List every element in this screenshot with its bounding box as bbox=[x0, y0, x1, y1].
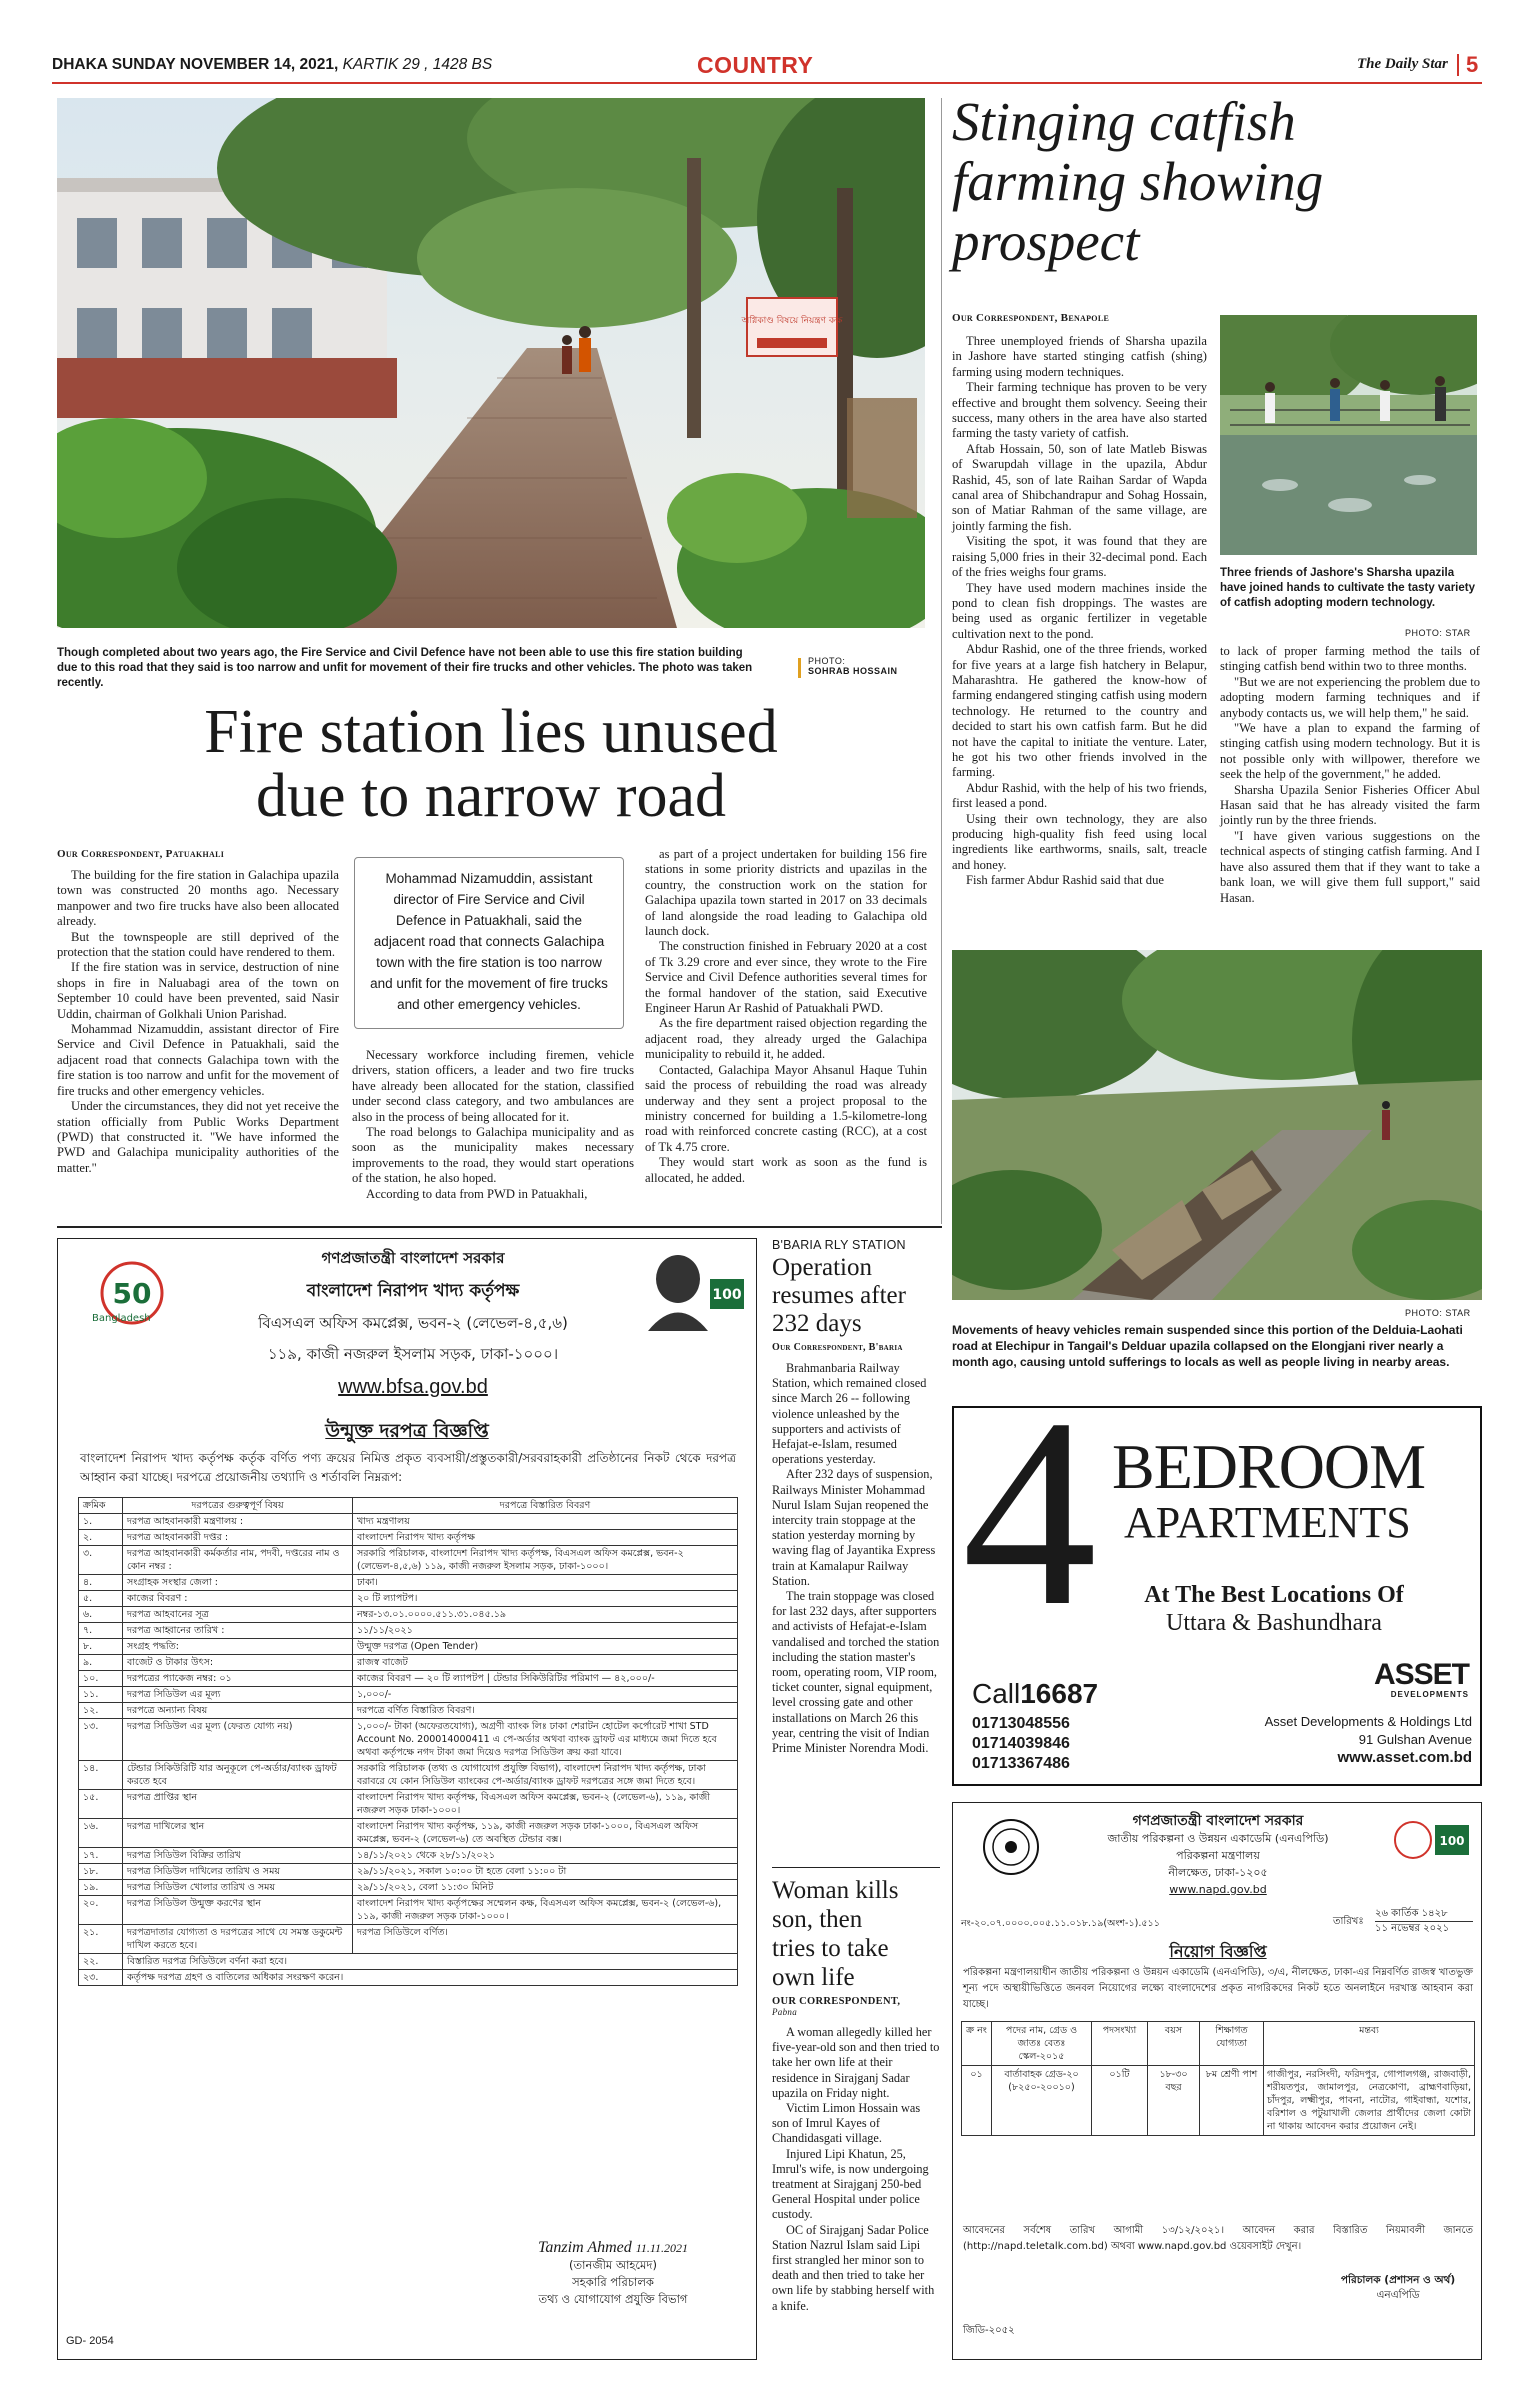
table-row bbox=[79, 1703, 738, 1719]
bfsa-signer-title: সহকারি পরিচালক bbox=[572, 2275, 654, 2289]
fire-photo-caption: Though completed about two years ago, the Fire Service and Civil Defence have not been able to use this fire station building due to this road that they said is too narrow and unfit for movement of their fire trucks and other vehicles. The photo was taken recently. bbox=[57, 647, 753, 689]
ad-big-digit: 4 bbox=[962, 1363, 1097, 1662]
table-cell: বাজেট ও টাকার উৎস: bbox=[123, 1655, 353, 1671]
table-cell: দরপত্রের প্যাকেজ নম্বর: ০১ bbox=[123, 1671, 353, 1687]
napd-signer-org: এনএপিডি bbox=[1376, 2289, 1420, 2301]
table-cell: ১৭. bbox=[79, 1848, 123, 1864]
napd-website[interactable]: www.napd.gov.bd bbox=[1169, 1883, 1267, 1896]
table-cell: বিস্তারিত দরপত্র সিডিউলে বর্ণনা করা হবে। bbox=[123, 1954, 738, 1970]
table-cell: বাংলাদেশ নিরাপদ খাদ্য কর্তৃপক্ষের সম্মেলন কক্ষ, বিএসএল অফিস কমপ্লেক্স, ভবন-২ (লেভেল-৬), ১১৯, কাজী নজরুল সড়ক ঢাকা-১০০০। bbox=[353, 1896, 738, 1925]
ad-phone-list bbox=[972, 1714, 1070, 1774]
svg-text:100: 100 bbox=[712, 1287, 742, 1303]
rail-story bbox=[772, 1238, 940, 1756]
table-cell: কর্তৃপক্ষ দরপত্র গ্রহণ ও বাতিলের অধিকার সংরক্ষণ করেন। bbox=[123, 1970, 738, 1986]
ad-call-number[interactable]: 16687 bbox=[1020, 1678, 1099, 1709]
catfish-photo-caption: Three friends of Jashore's Sharsha upazila have joined hands to cultivate the tasty variety of catfish adopting modern technology. bbox=[1220, 567, 1475, 609]
fire-col1-para: Mohammad Nizamuddin, assistant director of Fire Service and Civil Defence in Patuakhali, said the adjacent road that connects Galachipa town with the fire station is too narrow and unfit for the movement of fire trucks and other emergency vehicles. bbox=[57, 1022, 339, 1098]
table-cell: দরপত্র আহ্বানের তারিখ : bbox=[123, 1623, 353, 1639]
table-cell: খাদ্য মন্ত্রণালয় bbox=[353, 1514, 738, 1530]
table-cell: ২৩. bbox=[79, 1970, 123, 1986]
table-cell: গাজীপুর, নরসিংদী, ফরিদপুর, গোপালগঞ্জ, রাজবাড়ী, শরীয়তপুর, জামালপুর, নেত্রকোণা, ব্রাহ্মণবাড়িয়া, চাঁদপুর, লক্ষ্মীপুর, পাবনা, নাটোর, গাইবান্ধা, যশোর, বরিশাল ও পটুয়াখালী জেলার প্রার্থীদের জেলা কোটা না থাকায় আবেদন করার প্রয়োজন নেই। bbox=[1264, 2066, 1475, 2136]
road-photo-credit: PHOTO: STAR bbox=[1405, 1308, 1471, 1318]
table-header-cell: দরপত্রে বিস্তারিত বিবরণ bbox=[353, 1498, 738, 1514]
table-cell: ৩. bbox=[79, 1546, 123, 1575]
catfish-col2-para: to lack of proper farming method the tails of stinging catfish bend within two to three months. bbox=[1220, 644, 1480, 674]
woman-headline-line4: own life bbox=[772, 1964, 855, 1991]
table-row bbox=[79, 1623, 738, 1639]
table-cell: ঢাকা। bbox=[353, 1575, 738, 1591]
fire-col3-para: As the fire department raised objection regarding the adjacent road, they already urged the Galachipa municipality to rebuild it, he added. bbox=[645, 1016, 927, 1062]
table-cell: ৮. bbox=[79, 1639, 123, 1655]
table-header-cell: পদের নাম, গ্রেড ও জাতঃ বেতঃ স্কেল-২০১৫ bbox=[992, 2022, 1092, 2066]
napd-jobs-table bbox=[961, 2021, 1475, 2136]
ad-call bbox=[972, 1678, 1098, 1710]
table-cell: ৬. bbox=[79, 1607, 123, 1623]
table-cell: ৫. bbox=[79, 1591, 123, 1607]
catfish-photo-credit: PHOTO: STAR bbox=[1405, 628, 1471, 638]
table-cell: সরকারি পরিচালক (তথ্য ও যোগাযোগ প্রযুক্তি বিভাগ), বাংলাদেশ নিরাপদ খাদ্য কর্তৃপক্ষ, ঢাকা বরাবরে যে কোন সিডিউল ব্যাংকের পে-অর্ডার/ব্যাংক ড্রাফট দরপত্রের সঙ্গে জমা দিতে হবে। bbox=[353, 1761, 738, 1790]
table-cell: উন্মুক্ত দরপত্র (Open Tender) bbox=[353, 1639, 738, 1655]
woman-byline bbox=[772, 1996, 940, 2017]
signature-name: Tanzim Ahmed bbox=[537, 2239, 632, 2256]
bfsa-header bbox=[198, 1247, 628, 1399]
road-collapse-illustration bbox=[952, 950, 1482, 1300]
woman-para: Victim Limon Hossain was son of Imrul Kayes of Chandidasgati village. bbox=[772, 2101, 921, 2146]
ad-line-bedroom: BEDROOM bbox=[1112, 1431, 1426, 1502]
ad-phone[interactable]: 01713048556 bbox=[972, 1715, 1070, 1732]
signature-date: 11.11.2021 bbox=[635, 2241, 688, 2255]
asset-logo bbox=[1339, 1660, 1469, 1699]
catfish-headline-line3: prospect bbox=[952, 211, 1140, 272]
woman-headline-line1: Woman kills bbox=[772, 1877, 899, 1904]
header-divider bbox=[1457, 54, 1459, 76]
catfish-col1-para: Fish farmer Abdur Rashid said that due bbox=[966, 873, 1164, 888]
table-row bbox=[79, 1925, 738, 1954]
rail-para: After 232 days of suspension, Railways Minister Mohammad Nurul Islam Sujan reopened the intercity train stoppage at the station yesterday morning by waving flag of Jayantika Express train at Kamalapur Railway Station. bbox=[772, 1467, 936, 1588]
catfish-headline-line2: farming showing bbox=[952, 151, 1324, 212]
fire-byline: Our Correspondent, Patuakhali bbox=[57, 848, 225, 860]
ad-line-areas: Uttara & Bashundhara bbox=[1166, 1610, 1382, 1636]
napd-date-bn: ২৬ কার্তিক ১৪২৮ bbox=[1375, 1907, 1473, 1922]
catfish-col1-para: They have used modern machines inside the pond to clean fish droppings. The wastes are being used as organic fertilizer in vegetable cultivation next to the pond. bbox=[952, 580, 1207, 641]
woman-story bbox=[772, 1876, 940, 2314]
catfish-article-col2 bbox=[1220, 644, 1480, 906]
catfish-article-col1 bbox=[952, 334, 1207, 889]
table-cell: বাংলাদেশ নিরাপদ খাদ্য কর্তৃপক্ষ, বিএসএল অফিস কমপ্লেক্স, ভবন-২ (লেভেল-৬), ১১৯, কাজী নজরুল সড়ক ঢাকা-১০০০। bbox=[353, 1790, 738, 1819]
table-cell: দরপত্রে অন্যান্য বিষয় bbox=[123, 1703, 353, 1719]
rail-body bbox=[772, 1361, 940, 1756]
asset-brand-sub: DEVELOPMENTS bbox=[1390, 1690, 1469, 1699]
dateline-bangla: KARTIK 29 , 1428 BS bbox=[342, 56, 493, 73]
bfsa-address: ১১৯, কাজী নজরুল ইসলাম সড়ক, ঢাকা-১০০০। bbox=[267, 1345, 559, 1363]
table-cell: সংগ্রাহক সংস্থার জেলা : bbox=[123, 1575, 353, 1591]
table-row bbox=[79, 1591, 738, 1607]
catfish-col1-para: Three unemployed friends of Sharsha upazila in Jashore have started stinging catfish (shing) farming using modern techniques. bbox=[952, 334, 1207, 379]
header-rule bbox=[52, 82, 1482, 84]
woman-para: Injured Lipi Khatun, 25, Imrul's wife, is now undergoing treatment at Sirajganj 250-bed General Hospital under police custody. bbox=[772, 2146, 929, 2222]
photo-sign-text: অগ্নিকাণ্ড বিষয়ে নিয়ন্ত্রণ কক্ষ bbox=[741, 316, 843, 326]
table-cell: ১১/১১/২০২১ bbox=[353, 1623, 738, 1639]
table-row bbox=[79, 1575, 738, 1591]
table-cell: ০১টি bbox=[1092, 2066, 1148, 2136]
rail-headline-line2: resumes after bbox=[772, 1282, 906, 1309]
napd-footer: আবেদনের সর্বশেষ তারিখ আগামী ১৩/১২/২০২১। আবেদন করার বিস্তারিত নিয়মাবলী জানতে (http://napd.teletalk.com.bd) অথবা www.napd.gov.bd ওয়েবসাইট দেখুন। bbox=[963, 2225, 1473, 2252]
napd-ministry: পরিকল্পনা মন্ত্রণালয় bbox=[1176, 1849, 1260, 1862]
table-row bbox=[79, 1607, 738, 1623]
table-cell: ১০. bbox=[79, 1671, 123, 1687]
catfish-col1-para: Visiting the spot, it was found that they are raising 5,000 fries in their 32-decimal pond. Each of the fries weighs four grams. bbox=[952, 534, 1207, 580]
table-cell: ২. bbox=[79, 1530, 123, 1546]
rail-byline: Our Correspondent, B'baria bbox=[772, 1342, 903, 1353]
fire-col1-para: But the townspeople are still deprived of the protection that the station could have rendered to them. bbox=[57, 929, 339, 960]
table-cell: দরপত্রে বর্ণিত বিস্তারিত বিবরণ। bbox=[353, 1703, 738, 1719]
table-cell: ১২. bbox=[79, 1703, 123, 1719]
section-rule bbox=[57, 1226, 942, 1228]
napd-memo: নং-২০.০৭.০০০০.০০৫.১১.০১৮.১৯(অংশ-১).৫১১ bbox=[961, 1918, 1160, 1929]
table-cell: টেন্ডার সিকিউরিটি যার অনুকূলে পে-অর্ডার/ব্যাংক ড্রাফট করতে হবে bbox=[123, 1761, 353, 1790]
napd-title: নিয়োগ বিজ্ঞপ্তি bbox=[1169, 1942, 1267, 1961]
table-cell: দরপত্র সিডিউল বিক্রির তারিখ bbox=[123, 1848, 353, 1864]
table-row bbox=[79, 1864, 738, 1880]
table-cell: সরকারি পরিচালক, বাংলাদেশ নিরাপদ খাদ্য কর্তৃপক্ষ, বিএসএল অফিস কমপ্লেক্স, ভবন-২ (লেভেল-৪,৫,৬) ১১৯, কাজী নজরুল ইসলাম সড়ক, ঢাকা-১০০০। bbox=[353, 1546, 738, 1575]
table-cell: ৭. bbox=[79, 1623, 123, 1639]
table-header-row bbox=[79, 1498, 738, 1514]
table-header-cell: ক্র নং bbox=[962, 2022, 992, 2066]
mujib-logo bbox=[72, 1251, 182, 1331]
table-cell: ২৯/১১/২০২১, বেলা ১১:৩০ মিনিট bbox=[353, 1880, 738, 1896]
table-header-cell: পদসংখ্যা bbox=[1092, 2022, 1148, 2066]
catfish-photo bbox=[1220, 315, 1477, 555]
table-header-cell: ক্রমিক bbox=[79, 1498, 123, 1514]
table-row bbox=[79, 1546, 738, 1575]
table-header-row bbox=[962, 2022, 1475, 2066]
fire-headline-line2: due to narrow road bbox=[256, 762, 726, 830]
table-row bbox=[79, 1896, 738, 1925]
woman-byline-label: OUR CORRESPONDENT, bbox=[772, 1996, 901, 2007]
catfish-col2-para: "I have given various suggestions on the technical aspects of stinging catfish farming. And I have also assured them that if they want to take a bank loan, we will give them full support," said Hasan. bbox=[1220, 828, 1480, 905]
ad-line-apartments: APARTMENTS bbox=[1124, 1498, 1411, 1547]
road-photo-caption: Movements of heavy vehicles remain suspended since this portion of the Delduia-Laohati road at Elechipur in Tangail's Delduar upazila collapsed on the Elongjani river nearly a month ago, causing untold sufferings to locals as well as people living in nearby areas. bbox=[952, 1323, 1463, 1369]
bfsa-tender-table bbox=[78, 1497, 738, 1986]
table-cell: দরপত্র দাখিলের স্থান bbox=[123, 1819, 353, 1848]
table-row bbox=[79, 1671, 738, 1687]
table-cell: সংগ্রহ পদ্ধতি: bbox=[123, 1639, 353, 1655]
fire-col2-para: According to data from PWD in Patuakhali, bbox=[366, 1186, 588, 1201]
fire-article-col2 bbox=[352, 1048, 634, 1202]
bfsa-table-wrap bbox=[78, 1497, 738, 1986]
napd-signer-title: পরিচালক (প্রশাসন ও অর্থ) bbox=[1340, 2274, 1456, 2286]
signature bbox=[488, 2239, 738, 2257]
napd-date-en: ১১ নভেম্বর ২০২১ bbox=[1375, 1923, 1450, 1934]
napd-date-label: তারিখঃ bbox=[1333, 1916, 1364, 1927]
ad-call-label: Call bbox=[972, 1678, 1021, 1709]
fire-article-col3 bbox=[645, 847, 927, 1186]
catfish-col1-para: Abdur Rashid, with the help of his two friends, first leased a pond. bbox=[952, 780, 1207, 811]
fire-photo-credit-label: PHOTO: bbox=[808, 656, 846, 666]
napd-logo-icon bbox=[1393, 1815, 1473, 1865]
napd-govt: গণপ্রজাতন্ত্রী বাংলাদেশ সরকার bbox=[1132, 1813, 1304, 1829]
catfish-col1-para: Abdur Rashid, one of the three friends, worked for five years at a large fish hatchery in Belapur, Maharashtra. He gathered the know-how of farming endangered stinging catfish using modern technology. He returned to the country and decided to start his own catfish farm. But he did not have the capital to initiate the venture. Later, he got his two other friends involved in the farming. bbox=[952, 642, 1207, 780]
napd-date bbox=[1333, 1907, 1473, 1936]
table-row bbox=[79, 1639, 738, 1655]
table-cell: ১. bbox=[79, 1514, 123, 1530]
table-header-cell: বয়স bbox=[1148, 2022, 1200, 2066]
woman-byline-place: Pabna bbox=[772, 2007, 797, 2017]
fire-photo-credit-name: SOHRAB HOSSAIN bbox=[808, 666, 898, 676]
svg-text:50: 50 bbox=[112, 1277, 152, 1310]
table-cell: ২২. bbox=[79, 1954, 123, 1970]
table-row bbox=[79, 1819, 738, 1848]
table-cell: ৮ম শ্রেণী পাশ bbox=[1200, 2066, 1264, 2136]
napd-recruitment-ad bbox=[952, 1802, 1482, 2360]
table-cell: বাংলাদেশ নিরাপদ খাদ্য কর্তৃপক্ষ bbox=[353, 1530, 738, 1546]
table-cell: দরপত্র সিডিউল উন্মুক্ত করণের স্থান bbox=[123, 1896, 353, 1925]
ad-phone[interactable]: 01714039846 bbox=[972, 1735, 1070, 1752]
govt-seal-icon bbox=[981, 1817, 1041, 1877]
rail-headline-line3: 232 days bbox=[772, 1310, 862, 1337]
table-header-cell: মন্তব্য bbox=[1264, 2022, 1475, 2066]
table-cell: ১৬. bbox=[79, 1819, 123, 1848]
table-row bbox=[79, 1880, 738, 1896]
table-cell: ৯. bbox=[79, 1655, 123, 1671]
page-header bbox=[52, 54, 1482, 78]
fire-col2-para: The road belongs to Galachipa municipality and as soon as the municipality makes necessary improvements to the road, they would start operations of the station, he also hoped. bbox=[352, 1125, 634, 1186]
napd-signer bbox=[1323, 2273, 1473, 2303]
bfsa-website[interactable]: www.bfsa.gov.bd bbox=[338, 1376, 488, 1398]
table-row bbox=[962, 2066, 1475, 2136]
catfish-col1-para: Using their own technology, they are also producing high-quality fish feed using local ingredients like earthworms, snails, salt, treacle and honey. bbox=[952, 811, 1207, 872]
ad-line-locations: At The Best Locations Of bbox=[1144, 1582, 1404, 1608]
fire-col2-para: Necessary workforce including firemen, vehicle drivers, station officers, a leader and two fire trucks have already been allocated for the station, classified under second class category, and two ambulances are also in the process of being allocated for it. bbox=[352, 1048, 634, 1124]
table-cell: ১৫. bbox=[79, 1790, 123, 1819]
table-header-cell: শিক্ষাগত যোগ্যতা bbox=[1200, 2022, 1264, 2066]
section-label: COUNTRY bbox=[697, 52, 814, 78]
rail-rule bbox=[772, 1867, 940, 1868]
bfsa-signature-block bbox=[488, 2239, 738, 2308]
table-cell: ১৮. bbox=[79, 1864, 123, 1880]
napd-header bbox=[1053, 1813, 1383, 1898]
portrait-icon bbox=[638, 1249, 748, 1331]
table-cell: ১৩. bbox=[79, 1719, 123, 1761]
table-cell: দরপত্রদাতার যোগ্যতা ও দরপত্রের সাথে যে সমস্ত ডকুমেন্ট দাখিল করতে হবে। bbox=[123, 1925, 353, 1954]
catfish-col2-para: Sharsha Upazila Senior Fisheries Officer Abul Hasan said that he has already visited the farm jointly run by the three friends. bbox=[1220, 782, 1480, 828]
government-seal-icon bbox=[981, 1817, 1041, 1877]
fire-pullquote bbox=[354, 857, 624, 1029]
catfish-byline: Our Correspondent, Benapole bbox=[952, 312, 1110, 324]
svg-text:Bangladesh: Bangladesh bbox=[92, 1313, 151, 1324]
table-cell: ১১. bbox=[79, 1687, 123, 1703]
table-row bbox=[79, 1761, 738, 1790]
fire-col3-para: Contacted, Galachipa Mayor Ahsanul Haque Tuhin said the process of rebuilding the road was already underway and they sent a project proposal to the ministry concerned for building a 1.5-kilometre-long road with reinforced concrete casting (RCC), at a cost of Tk 4.75 crore. bbox=[645, 1062, 927, 1154]
ad-phone[interactable]: 01713367486 bbox=[972, 1755, 1070, 1772]
bedroom-apartment-ad bbox=[952, 1363, 1482, 1786]
catfish-col1-para: Their farming technique has proven to be very effective and brought them solvency. Seeing their success, many others in the area have also started farming the tasty variety of catfish. bbox=[952, 380, 1207, 441]
napd-intro: পরিকল্পনা মন্ত্রণালয়াধীন জাতীয় পরিকল্পনা ও উন্নয়ন একাডেমি (এনএপিডি), ৩/এ, নীলক্ষেত, ঢাকা-এর নিম্নবর্ণিত রাজস্ব খাতভুক্ত শূন্য পদে অস্থায়ীভিত্তিতে জনবল নিয়োগের লক্ষ্যে বাংলাদেশের প্রকৃত নাগরিকদের নিকট হতে অনলাইনে দরখাস্ত আহবান করা যাচ্ছে। bbox=[963, 1967, 1473, 2010]
table-cell: ২০ টি ল্যাপটপ। bbox=[353, 1591, 738, 1607]
catfish-col2-para: "But we are not experiencing the problem due to adopting modern farming techniques and if anybody contacts us, we will help them," he said. bbox=[1220, 674, 1480, 720]
fire-headline-line1: Fire station lies unused bbox=[204, 698, 778, 766]
table-cell: দরপত্র সিডিউল খোলার তারিখ ও সময় bbox=[123, 1880, 353, 1896]
fire-station-photo bbox=[57, 98, 925, 628]
table-cell: দরপত্র আহবানকারী দপ্তর : bbox=[123, 1530, 353, 1546]
bfsa-govt: গণপ্রজাতন্ত্রী বাংলাদেশ সরকার bbox=[321, 1249, 505, 1267]
table-cell: বার্তাবাহক গ্রেড-২০ (৮২৫০-২০০১০) bbox=[992, 2066, 1092, 2136]
bangladesh-50-logo-icon bbox=[72, 1251, 182, 1331]
table-cell: ২৯/১১/২০২১, সকাল ১০:০০ টা হতে বেলা ১১:০০ টা bbox=[353, 1864, 738, 1880]
table-cell: ০১ bbox=[962, 2066, 992, 2136]
svg-text:100: 100 bbox=[1439, 1834, 1465, 1848]
table-cell: কাজের বিবরণ : bbox=[123, 1591, 353, 1607]
bfsa-office: বিএসএল অফিস কমপ্লেক্স, ভবন-২ (লেভেল-৪,৫,৬) bbox=[258, 1314, 568, 1332]
table-cell: রাজস্ব বাজেট bbox=[353, 1655, 738, 1671]
rail-para: Brahmanbaria Railway Station, which remained closed since March 26 -- following violence unleashed by the supporters and activists of Hefajat-e-Islam, resumed operations yesterday. bbox=[772, 1361, 927, 1467]
table-row bbox=[79, 1530, 738, 1546]
woman-body bbox=[772, 2025, 940, 2314]
table-cell: ২১. bbox=[79, 1925, 123, 1954]
table-header-cell: দরপত্রের গুরুত্বপূর্ণ বিষয় bbox=[123, 1498, 353, 1514]
woman-para: OC of Sirajganj Sadar Police Station Nazrul Islam said Lipi first strangled her minor son to death and then tried to take her own life by stabbing herself with a knife. bbox=[772, 2222, 935, 2313]
fire-col1-para: Under the circumstances, they did not yet receive the station officially from Public Works Department (PWD) that constructed it. "We have informed the PWD and Galachipa municipality authorities of the matter." bbox=[57, 1099, 339, 1175]
table-row bbox=[79, 1687, 738, 1703]
table-row bbox=[79, 1970, 738, 1986]
fire-col1-para: The building for the fire station in Galachipa upazila town was constructed 20 months ago. Necessary manpower and two fire trucks have also been allocated already. bbox=[57, 868, 339, 929]
dateline: DHAKA SUNDAY NOVEMBER 14, 2021, bbox=[52, 56, 339, 73]
table-cell: দরপত্র প্রাপ্তির স্থান bbox=[123, 1790, 353, 1819]
table-cell: ১৪/১১/২০২১ থেকে ২৮/১১/২০২১ bbox=[353, 1848, 738, 1864]
table-cell: কাজের বিবরণ — ২০ টি ল্যাপটপ | টেন্ডার সিকিউরিটির পরিমাণ — ৪২,০০০/- bbox=[353, 1671, 738, 1687]
bfsa-tender-ad bbox=[57, 1238, 757, 2360]
fire-photo-credit bbox=[808, 656, 928, 676]
fire-col3-para: as part of a project undertaken for building 156 fire stations in some priority districts and upazilas in the country, the construction work on the station for Galachipa upazila town started in 2017 on 33 decimals of land alongside the road leading to Galachipa old launch dock. bbox=[645, 847, 927, 939]
woman-para: A woman allegedly killed her five-year-old son and then tried to take her own life at their residence in Sirajganj Sadar upazila on Friday night. bbox=[772, 2025, 940, 2100]
table-row bbox=[79, 1514, 738, 1530]
table-cell: নম্বর-১৩.০১.০০০০.৫১১.৩১.০৪৫.১৯ bbox=[353, 1607, 738, 1623]
table-cell: ২০. bbox=[79, 1896, 123, 1925]
napd-address: নীলক্ষেত, ঢাকা-১২০৫ bbox=[1168, 1866, 1268, 1879]
column-rule bbox=[941, 98, 942, 1224]
table-cell: ১,০০০/- টাকা (অফেরতযোগ্য), অগ্রণী ব্যাংক লিঃ ঢাকা শেরাটন হোটেল কর্পোরেট শাখা STD Account No. 200014000411 এ পে-অর্ডার অথবা ব্যাংক ড্রাফট এর মাধ্যমে জমা দিতে হবে অথবা কর্তৃপক্ষে নগদ টাকা জমা দিয়েও দরপত্র সিডিউল ক্রয় করা যাবে। bbox=[353, 1719, 738, 1761]
bfsa-authority: বাংলাদেশ নিরাপদ খাদ্য কর্তৃপক্ষ bbox=[306, 1281, 520, 1301]
rail-headline bbox=[772, 1254, 940, 1338]
woman-headline-line3: tries to take bbox=[772, 1935, 889, 1962]
asset-address: 91 Gulshan Avenue bbox=[1358, 1732, 1472, 1747]
page-number: 5 bbox=[1466, 52, 1479, 77]
catfish-photo-illustration bbox=[1220, 315, 1477, 555]
bfsa-ad-code: GD- 2054 bbox=[66, 2335, 114, 2347]
table-cell: দরপত্র আহবানের সূত্র bbox=[123, 1607, 353, 1623]
table-cell: দরপত্র সিডিউল এর মূল্য (ফেরত যোগ্য নয়) bbox=[123, 1719, 353, 1761]
asset-brand: ASSET bbox=[1373, 1658, 1469, 1691]
catfish-headline bbox=[952, 92, 1482, 272]
table-cell: ১৯. bbox=[79, 1880, 123, 1896]
mujib-100-logo-icon bbox=[1393, 1815, 1473, 1865]
rail-headline-line1: Operation bbox=[772, 1254, 872, 1281]
table-row bbox=[79, 1655, 738, 1671]
table-cell: দরপত্র সিডিউল এর মূল্য bbox=[123, 1687, 353, 1703]
fire-col3-para: They would start work as soon as the fund is allocated, he added. bbox=[645, 1155, 927, 1185]
napd-academy: জাতীয় পরিকল্পনা ও উন্নয়ন একাডেমি (এনএপিডি) bbox=[1107, 1832, 1329, 1845]
table-cell: ১৪. bbox=[79, 1761, 123, 1790]
asset-website[interactable]: www.asset.com.bd bbox=[1337, 1749, 1472, 1766]
road-collapse-photo bbox=[952, 950, 1482, 1300]
asset-contact bbox=[1154, 1713, 1472, 1767]
table-row bbox=[79, 1719, 738, 1761]
catfish-headline-line1: Stinging catfish bbox=[952, 91, 1296, 152]
table-cell: দরপত্র সিডিউল দাখিলের তারিখ ও সময় bbox=[123, 1864, 353, 1880]
napd-ad-code: জিডি-২০৫২ bbox=[963, 2325, 1015, 2336]
bfsa-portrait bbox=[638, 1249, 748, 1331]
table-row bbox=[79, 1790, 738, 1819]
fire-col3-para: The construction finished in February 2020 at a cost of Tk 3.29 crore and ever since, they wrote to the Fire Service and Civil Defence authorities several times for the formal handover of the station, said Executive Engineer Harun Ar Rashid of Patuakhali PWD. bbox=[645, 939, 927, 1016]
fire-article-col1 bbox=[57, 868, 339, 1176]
bfsa-title: উন্মুক্ত দরপত্র বিজ্ঞপ্তি bbox=[325, 1420, 489, 1442]
table-cell: ১৮-৩০ বছর bbox=[1148, 2066, 1200, 2136]
catfish-col1-para: Aftab Hossain, 50, son of late Matleb Biswas of Swarupdah village in the upazila, Abdur Rashid, 45, son of late Raihan Sardar of Wapda canal area of Shibchandrapur and Sohag Hossain, son of Matiar Rahman of the same village, are jointly farming the fish. bbox=[952, 441, 1207, 533]
woman-headline-line2: son, then bbox=[772, 1906, 863, 1933]
napd-table-wrap bbox=[961, 2021, 1475, 2136]
table-row bbox=[79, 1954, 738, 1970]
fire-pullquote-text: Mohammad Nizamuddin, assistant director of Fire Service and Civil Defence in Patuakhali, said the adjacent road that connects Galachipa town with the fire station is too narrow and unfit for the movement of fire trucks and other emergency vehicles. bbox=[370, 871, 608, 1012]
woman-headline bbox=[772, 1876, 940, 1992]
paper-name: The Daily Star bbox=[1357, 56, 1448, 72]
table-row bbox=[79, 1848, 738, 1864]
bfsa-signer-dept: তথ্য ও যোগাযোগ প্রযুক্তি বিভাগ bbox=[538, 2292, 688, 2306]
credit-bar bbox=[798, 658, 801, 678]
table-cell: ১,০০০/- bbox=[353, 1687, 738, 1703]
fire-col1-para: If the fire station was in service, destruction of nine shops in fire in Naluabagi area of the town on September 10 could have been prevented, said Nasir Uddin, chairman of Golkhali Union Parishad. bbox=[57, 960, 339, 1021]
table-cell: ৪. bbox=[79, 1575, 123, 1591]
table-cell: দরপত্র আহবানকারী কর্মকর্তার নাম, পদবী, দপ্তরের নাম ও কোন নম্বর : bbox=[123, 1546, 353, 1575]
rail-para: The train stoppage was closed for last 232 days, after supporters and activists of Hefajat-e-Islam vandalised and torched the station including the station master's room, operating room, VIP room, ticket counter, signal equipment, level crossing gate and other installations on March 26 this year, centring the visit of Indian Prime Minister Norendra Modi. bbox=[772, 1589, 940, 1756]
table-cell: বাংলাদেশ নিরাপদ খাদ্য কর্তৃপক্ষ, ১১৯, কাজী নজরুল সড়ক ঢাকা-১০০০, বিএসএল অফিস কমপ্লেক্স, ভবন-২ (লেভেল-৬) তে অবস্থিত টেন্ডার বক্স। bbox=[353, 1819, 738, 1848]
fire-station-photo-illustration bbox=[57, 98, 925, 628]
catfish-col2-para: "We have a plan to expand the farming of stinging catfish using modern technology. But it is not possible only with willpower, therefore we seek the help of the government," he added. bbox=[1220, 721, 1480, 782]
bfsa-intro: বাংলাদেশ নিরাপদ খাদ্য কর্তৃপক্ষ কর্তৃক বর্ণিত পণ্য ক্রয়ের নিমিত্ত প্রকৃত ব্যবসায়ী/প্রস্তুতকারী/সরবরাহকারী প্রতিষ্ঠানের নিকট থেকে দরপত্র আহ্বান করা যাচ্ছে। দরপত্রে প্রয়োজনীয় তথ্যাদি ও শর্তাবলি নিম্নরূপ: bbox=[80, 1451, 736, 1484]
rail-kicker: B'BARIA RLY STATION bbox=[772, 1238, 906, 1252]
table-cell: দরপত্র আহবানকারী মন্ত্রণালয় : bbox=[123, 1514, 353, 1530]
fire-headline bbox=[57, 700, 925, 828]
asset-company: Asset Developments & Holdings Ltd bbox=[1264, 1714, 1472, 1729]
bfsa-signer-name: (তানজীম আহমেদ) bbox=[569, 2258, 657, 2272]
table-cell: দরপত্র সিডিউলে বর্ণিত। bbox=[353, 1925, 738, 1954]
